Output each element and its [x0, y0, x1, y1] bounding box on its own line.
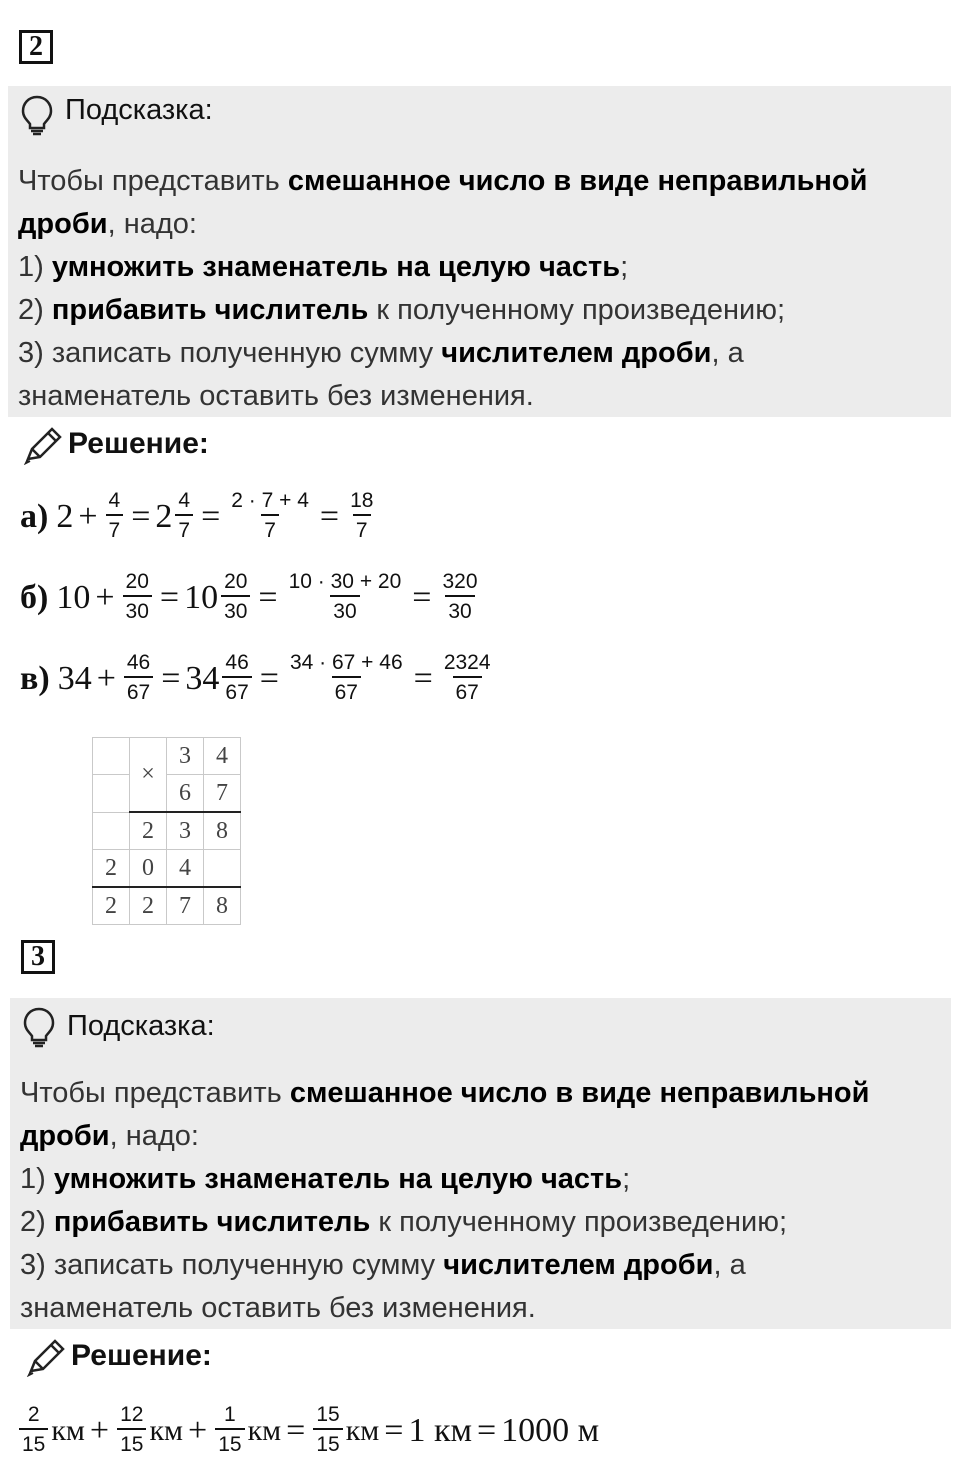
- mult-row: 6 7: [93, 775, 241, 813]
- hint-title: Подсказка:: [67, 1010, 215, 1042]
- fraction: $\frac{15}{15}$: [313, 1402, 342, 1460]
- mult-row: × 3 4: [93, 738, 241, 775]
- equation-km: $\frac{2}{15}$ км + $\frac{12}{15}$ км + $\frac{1}{15}$ км = $\frac{15}{15}$ км = 1 км = 1000 м: [16, 1402, 599, 1460]
- fraction: $\frac{4}{7}$: [106, 488, 124, 546]
- task-number-3: 3: [21, 940, 55, 974]
- mult-row: 2 3 8: [93, 812, 241, 850]
- multiply-sign: ×: [130, 738, 167, 813]
- lightbulb-icon: [22, 1006, 56, 1048]
- mult-row: 2 2 7 8: [93, 887, 241, 925]
- column-multiplication: [92, 737, 241, 925]
- hint-title: Подсказка:: [65, 94, 213, 126]
- equation-b: б) 10 + $\frac{20}{30}$ = 10 $\frac{20}{30}$ = $\frac{10 \cdot 30 + 20}{30}$ = $\frac{320}{30}$: [20, 569, 484, 627]
- lightbulb-icon: [20, 94, 54, 136]
- equation-c: в) 34 + $\frac{46}{67}$ = 34 $\frac{46}{67}$ = $\frac{34 \cdot 67 + 46}{67}$ = $\frac{2324}{67}$: [20, 650, 497, 708]
- fraction: $\frac{46}{67}$: [124, 650, 153, 708]
- hint-text: Чтобы представить смешанное число в виде неправильной дроби, надо: 1) умножить знаменатель на целую часть; 2) прибавить числитель к полученному произведению; 3) записать полученную сумму числителем дроби, а знаменатель оставить без изменения.: [18, 165, 868, 412]
- fraction: $\frac{320}{30}$: [439, 569, 480, 627]
- fraction: $\frac{46}{67}$: [222, 650, 251, 708]
- fraction: $\frac{4}{7}$: [175, 488, 193, 546]
- fraction: $\frac{20}{30}$: [123, 569, 152, 627]
- equation-a: а) 2 + $\frac{4}{7}$ = 2 $\frac{4}{7}$ = $\frac{2 \cdot 7 + 4}{7}$ = $\frac{18}{7}$: [20, 488, 379, 546]
- fraction: $\frac{2}{15}$: [19, 1402, 48, 1460]
- fraction: $\frac{18}{7}$: [347, 488, 376, 546]
- fraction: $\frac{10 \cdot 30 + 20}{30}$: [286, 569, 405, 627]
- mult-row: 2 0 4: [93, 850, 241, 888]
- fraction: $\frac{34 \cdot 67 + 46}{67}$: [287, 650, 406, 708]
- pencil-icon: [25, 1337, 67, 1377]
- hint-text: Чтобы представить смешанное число в виде неправильной дроби, надо: 1) умножить знаменатель на целую часть; 2) прибавить числитель к полученному произведению; 3) записать полученную сумму числителем дроби, а знаменатель оставить без изменения.: [20, 1077, 870, 1324]
- pencil-icon: [22, 425, 64, 465]
- solution-title: Решение:: [68, 427, 209, 460]
- fraction: $\frac{12}{15}$: [117, 1402, 146, 1460]
- fraction: $\frac{2 \cdot 7 + 4}{7}$: [228, 488, 312, 546]
- solution-title: Решение:: [71, 1339, 212, 1372]
- hint-box-2: [8, 86, 951, 417]
- fraction: $\frac{2324}{67}$: [441, 650, 494, 708]
- fraction: $\frac{1}{15}$: [215, 1402, 244, 1460]
- fraction: $\frac{20}{30}$: [221, 569, 250, 627]
- task-number-2: 2: [19, 30, 53, 64]
- hint-box-3: [10, 998, 951, 1329]
